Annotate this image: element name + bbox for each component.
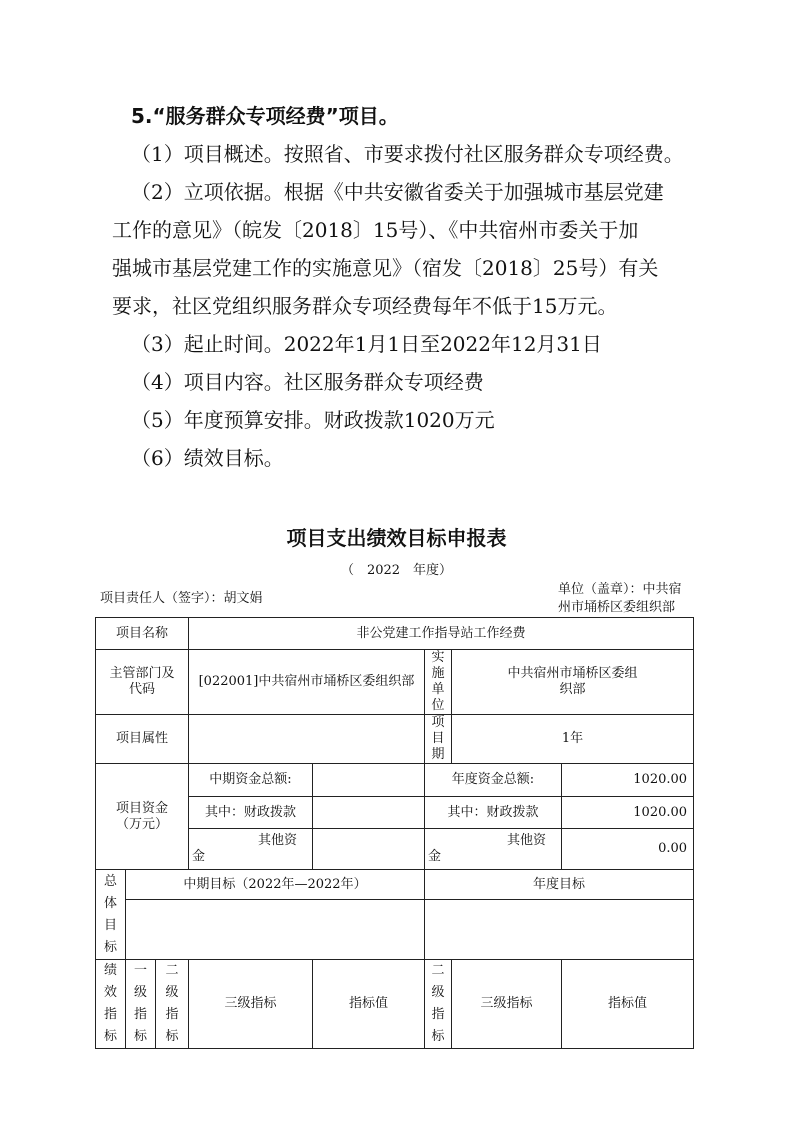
overall-goal-label-text: 总体目标 (104, 873, 118, 955)
paragraph-content: （4）项目内容。社区服务群众专项经费 (131, 370, 484, 394)
paragraph-goals: （6）绩效目标。 (131, 446, 284, 470)
level2-label-b (425, 960, 452, 1049)
level2-label-b-text: 二级指标 (431, 963, 445, 1044)
level3-label: 三级指标 (189, 960, 313, 1049)
period-label: 项目期 (425, 715, 452, 764)
dept-label (96, 650, 189, 715)
year-other-label-line2: 金 (428, 849, 442, 864)
overall-goal-label (96, 870, 126, 960)
paragraph-basis-line3: 强城市基层党建工作的实施意见》（宿发〔2018〕25号）有关 (112, 256, 659, 280)
form-year: （ 2022 年度） (340, 563, 453, 578)
mid-other-label-line2: 金 (192, 849, 206, 864)
paragraph-basis-line2: 工作的意见》（皖发〔2018〕15号）、《中共宿州市委关于加 (112, 218, 639, 242)
paragraph-basis-line4: 要求，社区党组织服务群众专项经费每年不低于15万元。 (112, 294, 618, 318)
annual-goal-value (425, 900, 694, 960)
attr-label: 项目属性 (96, 715, 189, 764)
section-heading: 5.“服务群众专项经费”项目。 (131, 104, 399, 128)
level1-label-text: 一级指标 (134, 963, 148, 1044)
level1-label (126, 960, 156, 1049)
mid-goal-label: 中期目标（2022年—2022年） (126, 870, 425, 900)
year-other-label (425, 829, 562, 870)
year-fiscal-label: 其中：财政拨款 (425, 797, 562, 829)
mid-fiscal-label: 其中：财政拨款 (189, 797, 313, 829)
dept-label-line1: 主管部门及 (109, 666, 175, 681)
form-unit-line2: 州市埇桥区委组织部 (558, 600, 676, 615)
perf-label-text: 绩效指标 (104, 963, 118, 1044)
form-unit-line1: 单位（盖章）：中共宿 (558, 582, 682, 597)
mid-other-label (189, 829, 313, 870)
impl-label: 实施单位 (425, 650, 452, 715)
impl-value-line2: 织部 (559, 682, 586, 697)
index-value-label-b: 指标值 (562, 960, 694, 1049)
year-other-value: 0.00 (562, 829, 694, 870)
dept-value: [022001]中共宿州市埇桥区委组织部 (189, 650, 425, 715)
form-responsible: 项目责任人（签字）：胡文娟 (100, 591, 263, 606)
funds-label-line2: （万元） (115, 816, 168, 832)
paragraph-period: （3）起止时间。2022年1月1日至2022年12月31日 (131, 332, 602, 356)
attr-value (189, 715, 425, 764)
paragraph-overview: （1）项目概述。按照省、市要求拨付社区服务群众专项经费。 (131, 142, 684, 166)
performance-goal-table (95, 617, 694, 1049)
paragraph-budget: （5）年度预算安排。财政拨款1020万元 (131, 408, 495, 432)
year-other-label-line1: 其他资 (506, 833, 546, 848)
perf-label (96, 960, 126, 1049)
mid-fiscal-value (313, 797, 425, 829)
level2-label-text: 二级指标 (165, 963, 179, 1044)
mid-total-label: 中期资金总额: (189, 764, 313, 797)
index-value-label: 指标值 (313, 960, 425, 1049)
form-title: 项目支出绩效目标申报表 (286, 526, 507, 550)
level3-label-b: 三级指标 (452, 960, 562, 1049)
annual-goal-label: 年度目标 (425, 870, 694, 900)
project-name-value: 非公党建工作指导站工作经费 (189, 618, 694, 650)
mid-goal-value (126, 900, 425, 960)
year-total-label: 年度资金总额: (425, 764, 562, 797)
period-value: 1年 (452, 715, 694, 764)
mid-other-label-line1: 其他资 (257, 833, 297, 848)
mid-other-value (313, 829, 425, 870)
project-name-label: 项目名称 (96, 618, 189, 650)
year-total-value: 1020.00 (562, 764, 694, 797)
dept-label-line2: 代码 (128, 682, 155, 697)
year-fiscal-value: 1020.00 (562, 797, 694, 829)
paragraph-basis-line1: （2）立项依据。根据《中共安徽省委关于加强城市基层党建 (131, 180, 664, 204)
impl-value-line1: 中共宿州市埇桥区委组 (507, 666, 638, 681)
funds-label (96, 764, 189, 870)
funds-label-line1: 项目资金 (115, 800, 168, 816)
mid-total-value (313, 764, 425, 797)
level2-label (156, 960, 189, 1049)
impl-value (452, 650, 694, 715)
